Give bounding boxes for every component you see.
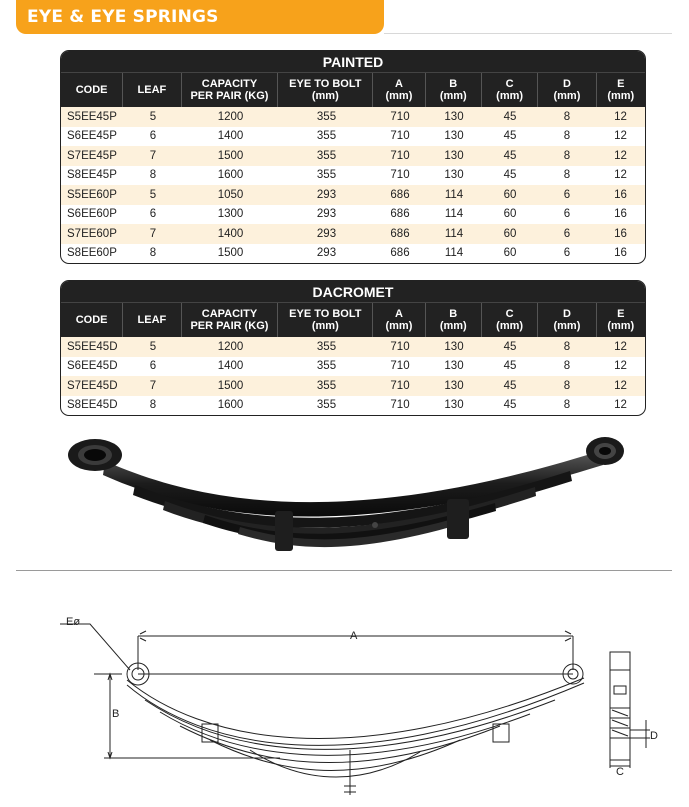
table-cell: 1200 [217, 340, 244, 353]
column-header [482, 73, 538, 107]
table-cell: 1400 [217, 130, 244, 143]
table-cell: 1400 [217, 227, 244, 240]
table-cell: 8 [563, 169, 571, 182]
table-row [61, 146, 645, 166]
table-cell: 1600 [217, 169, 244, 182]
table-cell: 12 [614, 149, 627, 162]
column-header-line: CODE [75, 314, 108, 326]
table-row [61, 357, 645, 377]
table-cell: 1200 [217, 110, 244, 123]
column-header-line: A [394, 308, 403, 320]
table-row [61, 205, 645, 225]
table-cell: 8 [563, 149, 571, 162]
column-header-line: PER PAIR (KG) [190, 320, 269, 332]
table-cell: 16 [614, 227, 627, 240]
table-cell: 710 [390, 360, 410, 373]
table-cell: 114 [444, 188, 464, 201]
column-header [482, 303, 538, 337]
table-cell: S5EE45P [67, 110, 117, 123]
table-cell: 710 [390, 379, 410, 392]
column-header [373, 73, 425, 107]
dim-label-c: C [616, 766, 624, 778]
table-cell: 130 [444, 149, 464, 162]
column-header-line: (mm) [607, 320, 635, 332]
table-row [61, 224, 645, 244]
column-header-line: A [394, 78, 403, 90]
column-header-line: E [617, 78, 625, 90]
table-cell: 45 [503, 399, 517, 412]
dim-label-d: D [650, 730, 658, 742]
table-cell: 8 [563, 110, 571, 123]
table-cell: 6 [563, 247, 571, 260]
column-header [373, 303, 425, 337]
table-cell: 130 [444, 169, 464, 182]
column-header [597, 303, 645, 337]
table-cell: 114 [444, 227, 464, 240]
title-rule [384, 33, 672, 34]
dacromet-table [60, 280, 646, 416]
column-header [597, 73, 645, 107]
column-header [61, 73, 123, 107]
table-cell: 45 [503, 360, 517, 373]
table-cell: 710 [390, 130, 410, 143]
column-header [538, 73, 596, 107]
table-cell: 1600 [217, 399, 244, 412]
column-header-line: (mm) [496, 90, 524, 102]
table-cell: 5 [149, 340, 157, 353]
table-cell: 710 [390, 169, 410, 182]
table-cell: S7EE60P [67, 227, 117, 240]
column-header-row [61, 73, 645, 107]
table-cell: S8EE45D [67, 399, 118, 412]
table-cell: S7EE45D [67, 379, 118, 392]
table-row [61, 185, 645, 205]
column-header-line: (mm) [385, 90, 413, 102]
column-header-line: PER PAIR (KG) [190, 90, 269, 102]
column-header [278, 303, 373, 337]
column-header-line: D [562, 308, 571, 320]
title-part-1: EYE & EYE [27, 7, 133, 27]
table-cell: 7 [149, 379, 157, 392]
column-header [182, 73, 279, 107]
column-header [61, 303, 123, 337]
leaf-spring-dimension-diagram [50, 590, 689, 802]
table-cell: S5EE60P [67, 188, 117, 201]
table-cell: 45 [503, 340, 517, 353]
table-cell: 6 [149, 208, 157, 221]
leaf-spring-photo [65, 425, 635, 560]
column-header-line: CODE [75, 84, 108, 96]
table-cell: 8 [563, 360, 571, 373]
table-cell: 45 [503, 379, 517, 392]
table-cell: 355 [316, 110, 337, 123]
table-cell: 686 [390, 227, 410, 240]
table-cell: 12 [614, 379, 627, 392]
table-cell: S6EE45D [67, 360, 118, 373]
table-heading: DACROMET [61, 281, 645, 303]
table-cell: 355 [316, 130, 337, 143]
table-cell: 8 [563, 130, 571, 143]
table-cell: 60 [503, 208, 517, 221]
table-row [61, 396, 645, 416]
table-cell: 710 [390, 149, 410, 162]
table-row [61, 107, 645, 127]
table-cell: 1400 [217, 360, 244, 373]
table-cell: 7 [149, 149, 157, 162]
table-cell: 710 [390, 399, 410, 412]
page-title [27, 7, 219, 27]
column-header [123, 73, 181, 107]
table-cell: 5 [149, 110, 157, 123]
table-cell: 12 [614, 399, 627, 412]
table-cell: 8 [563, 399, 571, 412]
table-cell: 114 [444, 208, 464, 221]
table-cell: 293 [316, 227, 337, 240]
table-heading: PAINTED [61, 51, 645, 73]
table-cell: 7 [149, 227, 157, 240]
column-header-line: B [449, 78, 458, 90]
table-cell: S6EE60P [67, 208, 117, 221]
table-cell: 710 [390, 110, 410, 123]
table-cell: S6EE45P [67, 130, 117, 143]
table-cell: 60 [503, 227, 517, 240]
column-header [182, 303, 279, 337]
table-cell: 1300 [217, 208, 244, 221]
table-cell: 45 [503, 149, 517, 162]
table-cell: S8EE60P [67, 247, 117, 260]
table-cell: 686 [390, 188, 410, 201]
column-header-line: CAPACITY [201, 308, 258, 320]
column-header-line: (mm) [311, 90, 339, 102]
table-cell: 1500 [217, 149, 244, 162]
table-cell: 45 [503, 130, 517, 143]
table-cell: 1500 [217, 379, 244, 392]
table-cell: 130 [444, 130, 464, 143]
table-row [61, 376, 645, 396]
column-header-line: (mm) [311, 320, 339, 332]
table-cell: 710 [390, 340, 410, 353]
section-divider [16, 570, 672, 571]
table-cell: 293 [316, 247, 337, 260]
table-cell: 8 [563, 340, 571, 353]
table-cell: 8 [149, 169, 157, 182]
table-cell: 60 [503, 247, 517, 260]
title-part-2: SPRINGS [132, 7, 219, 27]
table-cell: 355 [316, 360, 337, 373]
table-cell: 130 [444, 110, 464, 123]
title-banner [16, 0, 384, 34]
column-header-row [61, 303, 645, 337]
column-header-line: B [449, 308, 458, 320]
table-cell: 45 [503, 110, 517, 123]
column-header-line: C [505, 78, 514, 90]
table-row [61, 166, 645, 186]
column-header [426, 73, 482, 107]
table-row [61, 127, 645, 147]
dim-label-b: B [112, 708, 120, 720]
column-header-line: LEAF [137, 84, 167, 96]
column-header [123, 303, 181, 337]
column-header-line: (mm) [385, 320, 413, 332]
dim-label-a: A [350, 630, 358, 642]
column-header-line: E [617, 308, 625, 320]
table-cell: 355 [316, 399, 337, 412]
table-cell: 6 [563, 208, 571, 221]
table-cell: 6 [563, 227, 571, 240]
table-cell: 1500 [217, 247, 244, 260]
column-header-line: C [505, 308, 514, 320]
table-cell: 293 [316, 188, 337, 201]
table-cell: 12 [614, 169, 627, 182]
table-cell: 355 [316, 379, 337, 392]
table-cell: 16 [614, 208, 627, 221]
table-cell: 355 [316, 169, 337, 182]
table-cell: 686 [390, 208, 410, 221]
table-cell: 6 [149, 360, 157, 373]
column-header-line: (mm) [553, 320, 581, 332]
column-header [278, 73, 373, 107]
table-cell: 686 [390, 247, 410, 260]
table-row [61, 244, 645, 264]
painted-table [60, 50, 646, 264]
table-cell: 12 [614, 130, 627, 143]
table-cell: 130 [444, 399, 464, 412]
table-cell: 12 [614, 110, 627, 123]
table-cell: 130 [444, 360, 464, 373]
diagram-drawing [50, 590, 689, 802]
table-cell: 1050 [217, 188, 244, 201]
table-cell: 130 [444, 379, 464, 392]
table-cell: 5 [149, 188, 157, 201]
table-cell: 355 [316, 340, 337, 353]
table-cell: 293 [316, 208, 337, 221]
column-header-line: (mm) [607, 90, 635, 102]
table-cell: 114 [444, 247, 464, 260]
table-cell: 12 [614, 340, 627, 353]
column-header-line: CAPACITY [201, 78, 258, 90]
column-header-line: EYE TO BOLT [289, 78, 362, 90]
column-header-line: (mm) [439, 320, 467, 332]
dim-label-e: Eø [66, 616, 81, 628]
table-cell: 8 [563, 379, 571, 392]
table-cell: 6 [563, 188, 571, 201]
table-cell: S7EE45P [67, 149, 117, 162]
table-cell: 130 [444, 340, 464, 353]
column-header [538, 303, 596, 337]
table-cell: 6 [149, 130, 157, 143]
table-cell: 8 [149, 399, 157, 412]
column-header-line: (mm) [553, 90, 581, 102]
table-cell: 16 [614, 247, 627, 260]
column-header-line: EYE TO BOLT [289, 308, 362, 320]
column-header-line: D [562, 78, 571, 90]
table-cell: 45 [503, 169, 517, 182]
column-header-line: LEAF [137, 314, 167, 326]
table-cell: S8EE45P [67, 169, 117, 182]
column-header [426, 303, 482, 337]
table-cell: 16 [614, 188, 627, 201]
column-header-line: (mm) [439, 90, 467, 102]
table-cell: 8 [149, 247, 157, 260]
table-row [61, 337, 645, 357]
table-cell: 12 [614, 360, 627, 373]
table-cell: S5EE45D [67, 340, 118, 353]
table-cell: 60 [503, 188, 517, 201]
table-cell: 355 [316, 149, 337, 162]
column-header-line: (mm) [496, 320, 524, 332]
